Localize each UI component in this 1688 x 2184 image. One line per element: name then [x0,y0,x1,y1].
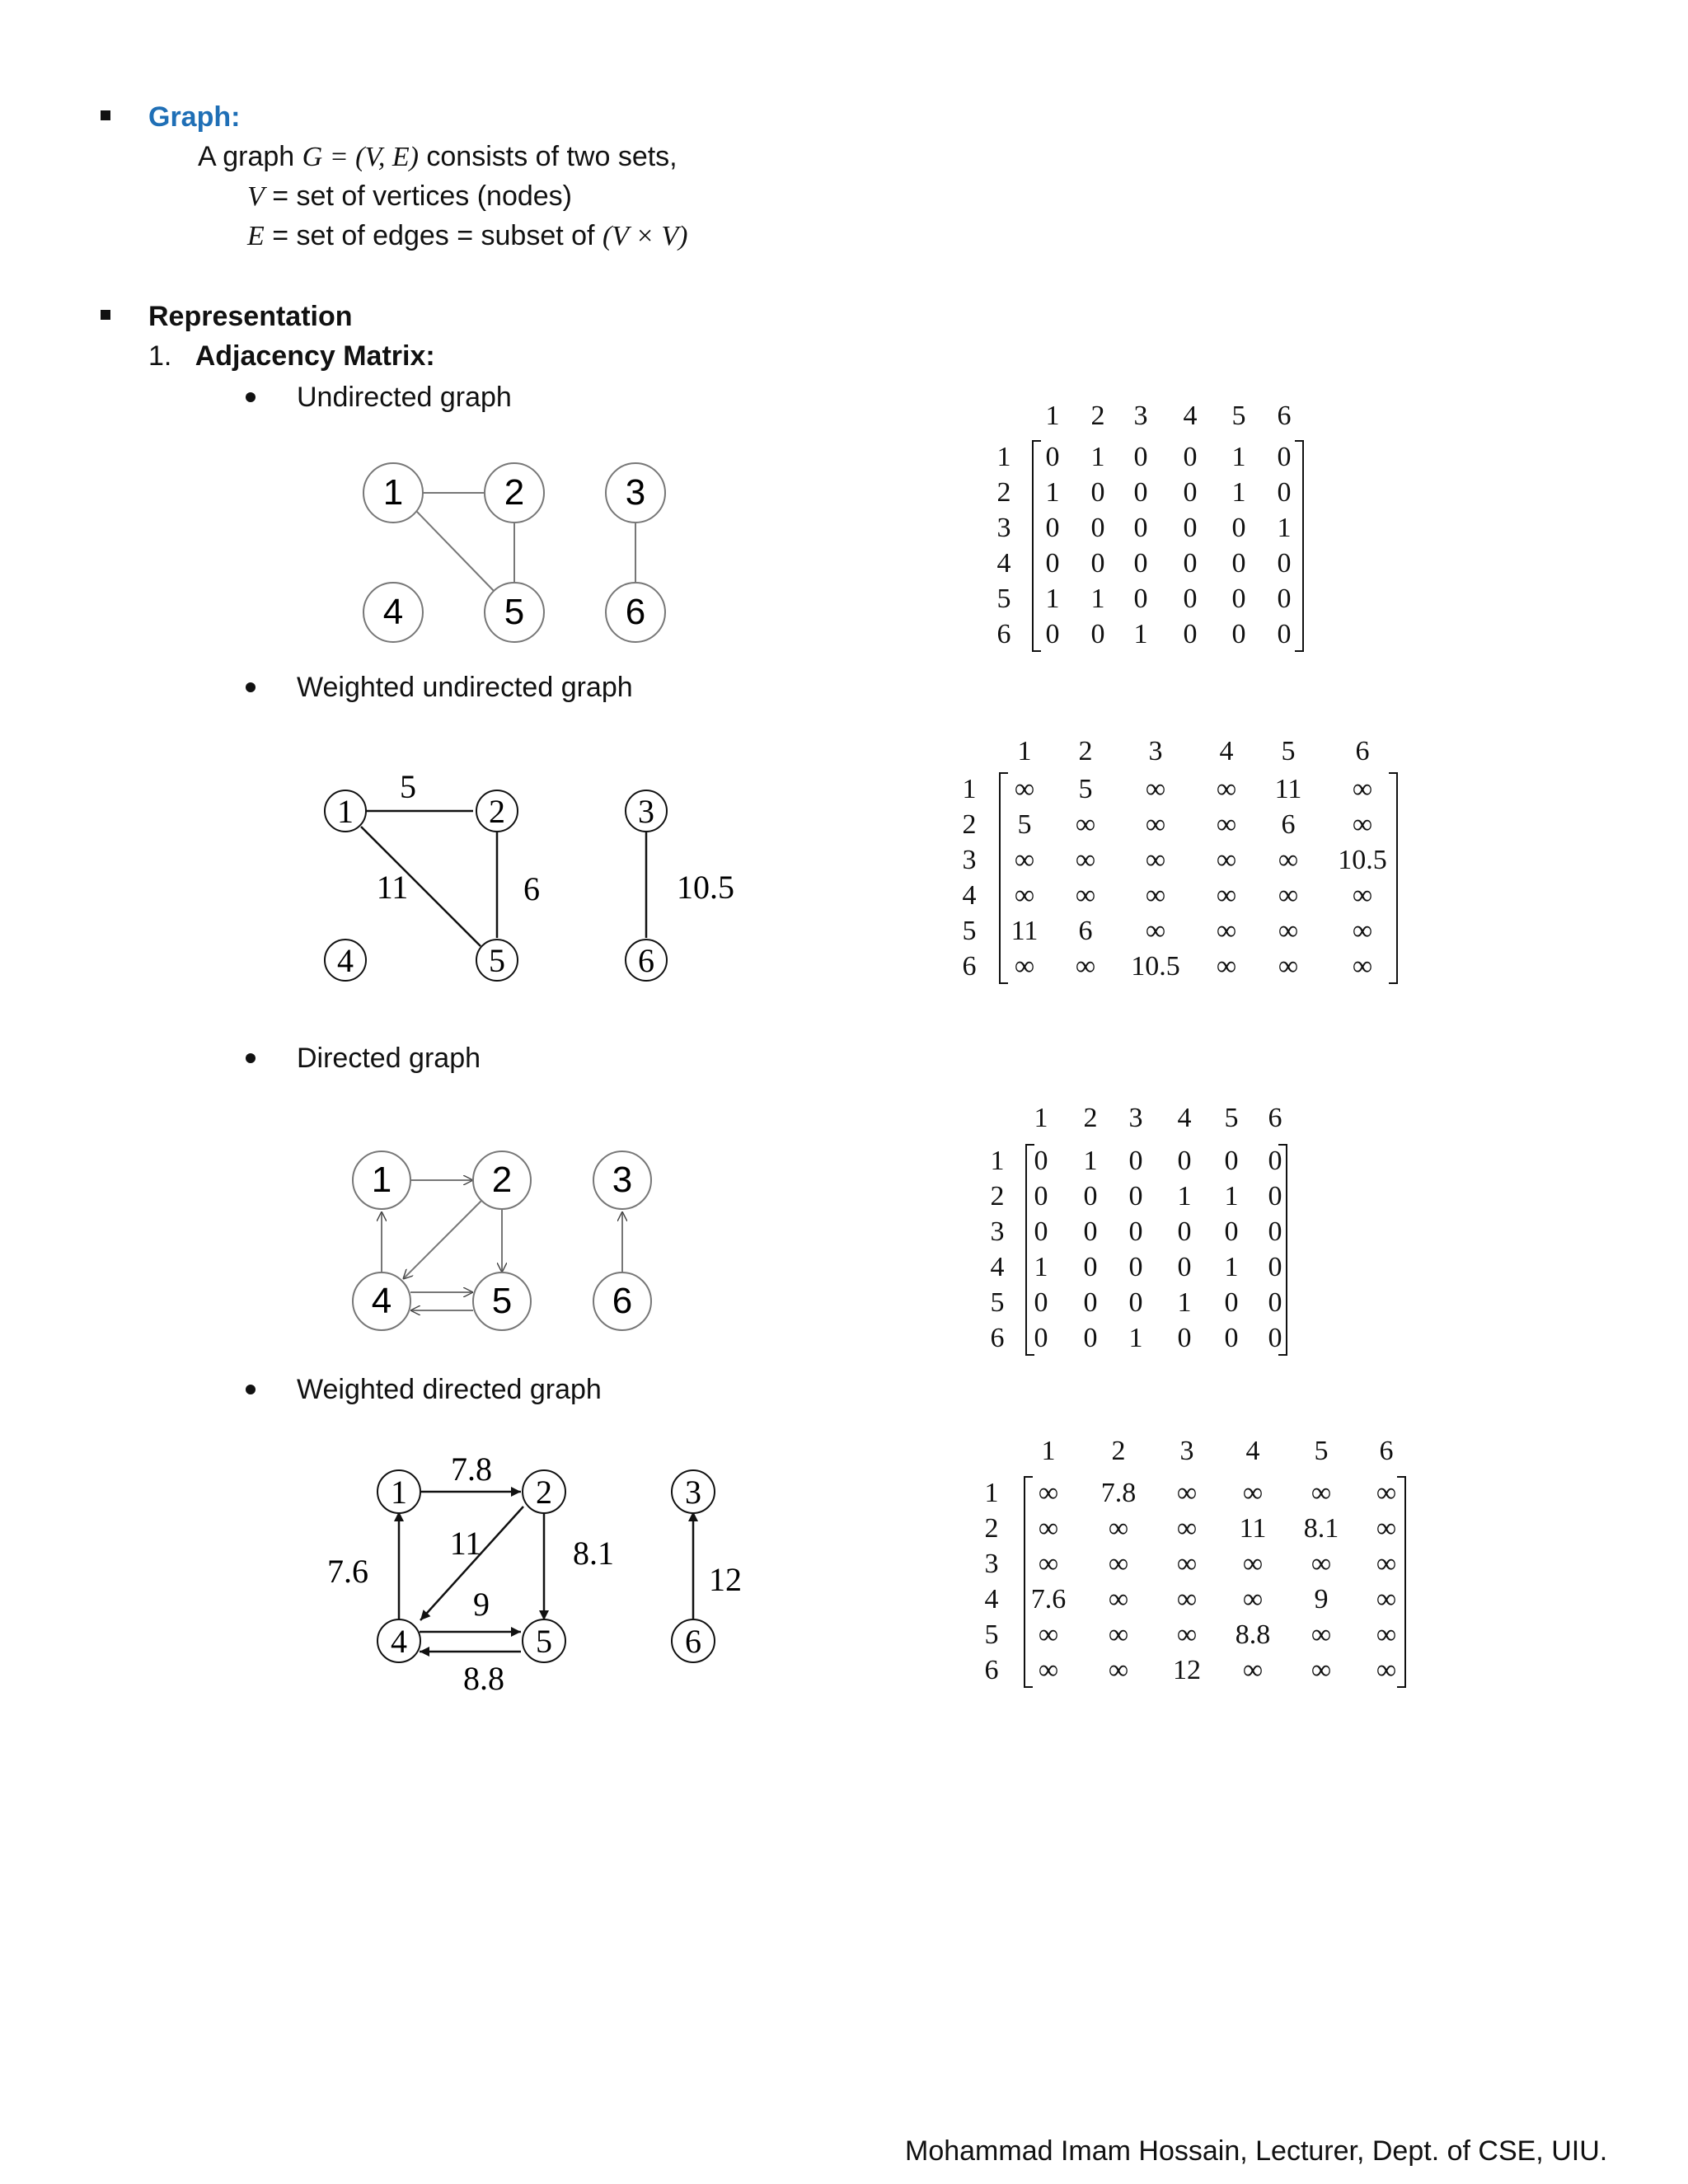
matrix-cell: 1 [1133,619,1148,649]
matrix-cell: ∞ [1311,1619,1332,1650]
matrix-cell: 8.1 [1303,1513,1339,1544]
matrix-cell: ∞ [1216,774,1237,804]
matrix-left-bracket [1000,773,1008,983]
matrix-cell: ∞ [1108,1619,1129,1650]
matrix-row-header: 5 [962,916,977,946]
matrix-row-header: 1 [990,1146,1005,1176]
matrix-cell: ∞ [1038,1655,1059,1685]
matrix-cell: 0 [1128,1216,1143,1247]
matrix-row-header: 5 [990,1287,1005,1318]
adjacency-matrices [963,401,1406,1687]
node-4 [325,940,366,981]
matrix-cell: 0 [1183,513,1198,543]
node-3 [606,463,665,523]
matrix-cell: ∞ [1108,1513,1129,1544]
matrix-col-header: 5 [1231,401,1246,431]
node-2 [476,790,518,832]
svg-text:6: 6 [685,1623,701,1660]
matrix-cell: 0 [1277,583,1292,614]
matrix-col-header: 4 [1177,1103,1192,1133]
matrix-cell: 0 [1133,548,1148,579]
matrix-cell: 11 [1274,774,1302,804]
matrix-cell: 0 [1268,1216,1282,1247]
matrix-cell: ∞ [1176,1619,1198,1650]
node-3 [672,1470,715,1513]
matrix-cell: 1 [1177,1181,1192,1212]
svg-text:5: 5 [536,1623,552,1660]
matrix-cell: ∞ [1038,1549,1059,1579]
matrix-cell: 0 [1133,477,1148,508]
matrix-col-header: 6 [1379,1436,1394,1466]
matrix-cell: 6 [1281,809,1296,840]
matrix-cell: 6 [1078,916,1093,946]
matrix-cell: ∞ [1278,880,1299,911]
svg-text:4: 4 [371,1281,392,1321]
matrix-cell: ∞ [1108,1655,1129,1685]
node-3 [626,790,667,832]
matrix-cell: 1 [1045,583,1060,614]
node-3 [593,1151,651,1209]
adjacency-matrix-item: 1. Adjacency Matrix: [148,340,435,372]
matrix-col-header: 6 [1268,1103,1282,1133]
matrix-weighted-undirected [963,736,1398,983]
matrix-cell: 0 [1090,619,1105,649]
matrix-cell: 0 [1268,1287,1282,1318]
edge-1-5 [416,511,496,593]
edges-definition-line: E = set of edges = subset of (V × V) [247,220,688,251]
matrix-cell: 0 [1268,1181,1282,1212]
svg-text:2: 2 [491,1160,513,1200]
matrix-cell: 0 [1083,1287,1098,1318]
matrix-cell: ∞ [1014,845,1035,875]
matrix-cell: ∞ [1176,1549,1198,1579]
matrix-cell: 11 [1239,1513,1267,1544]
bullet-directed-graph: Directed graph [297,1043,481,1074]
matrix-row-header: 4 [962,880,977,911]
svg-text:2: 2 [504,472,525,513]
matrix-cell: ∞ [1242,1549,1264,1579]
weight-2-5: 8.1 [573,1535,614,1572]
matrix-cell: 0 [1090,477,1105,508]
footer-author: Mohammad Imam Hossain, Lecturer, Dept. of CSE, UIU. [905,2135,1608,2167]
svg-text:1: 1 [391,1474,407,1511]
matrix-cell: 0 [1183,442,1198,472]
matrix-cell: 1 [1277,513,1292,543]
svg-text:5: 5 [491,1281,513,1321]
matrix-cell: ∞ [1014,951,1035,982]
matrix-row-header: 5 [996,583,1011,614]
matrix-cell: 0 [1045,513,1060,543]
representation-heading: Representation [148,301,353,332]
matrix-cell: 0 [1045,548,1060,579]
matrix-row-header: 1 [984,1478,999,1508]
matrix-cell: 7.6 [1030,1584,1067,1615]
vertices-definition-line: V = set of vertices (nodes) [247,180,573,212]
matrix-cell: 0 [1268,1252,1282,1282]
matrix-cell: ∞ [1311,1549,1332,1579]
svg-text:1: 1 [337,793,354,830]
matrix-col-header: 2 [1090,401,1105,431]
matrix-cell: 1 [1224,1181,1239,1212]
matrix-cell: 11 [1010,916,1039,946]
matrix-cell: ∞ [1242,1478,1264,1508]
matrix-cell: ∞ [1075,809,1096,840]
matrix-cell: 1 [1090,583,1105,614]
matrix-cell: 1 [1128,1323,1143,1353]
matrix-cell: ∞ [1145,809,1166,840]
matrix-cell: ∞ [1038,1513,1059,1544]
matrix-cell: 0 [1277,442,1292,472]
matrix-row-header: 6 [990,1323,1005,1353]
node-1 [363,463,423,523]
matrix-cell: 0 [1183,583,1198,614]
matrix-row-header: 2 [990,1181,1005,1212]
matrix-cell: 5 [1017,809,1032,840]
matrix-row-header: 1 [962,774,977,804]
matrix-cell: ∞ [1376,1478,1397,1508]
matrix-col-header: 3 [1148,736,1163,766]
node-5 [523,1619,565,1662]
matrix-cell: ∞ [1014,774,1035,804]
matrix-cell: ∞ [1216,951,1237,982]
matrix-cell: 0 [1034,1181,1048,1212]
matrix-cell: ∞ [1311,1655,1332,1685]
matrix-row-header: 2 [996,477,1011,508]
matrix-cell: ∞ [1376,1584,1397,1615]
matrix-cell: 0 [1224,1216,1239,1247]
matrix-col-header: 2 [1111,1436,1126,1466]
weighted-undirected-weights [377,768,734,907]
matrix-cell: ∞ [1216,916,1237,946]
matrix-col-header: 4 [1183,401,1198,431]
svg-text:6: 6 [625,592,646,632]
matrix-cell: 0 [1034,1146,1048,1176]
bullet-undirected-graph: Undirected graph [297,382,512,413]
svg-text:3: 3 [638,793,654,830]
matrix-cell: 9 [1314,1584,1329,1615]
matrix-row-header: 2 [984,1513,999,1544]
matrix-cell: 12 [1173,1655,1201,1685]
matrix-cell: 0 [1034,1216,1048,1247]
matrix-col-header: 3 [1133,401,1148,431]
matrix-cell: 0 [1133,513,1148,543]
matrix-left-bracket [1033,441,1041,651]
matrix-cell: 0 [1128,1181,1143,1212]
matrix-cell: 0 [1133,583,1148,614]
graph-definition-line: A graph G = (V, E) consists of two sets, [198,141,678,172]
matrix-cell: ∞ [1038,1619,1059,1650]
weight-4-1: 7.6 [327,1553,368,1590]
matrix-col-header: 3 [1128,1103,1143,1133]
matrix-row-header: 3 [984,1549,999,1579]
matrix-row-header: 6 [996,619,1011,649]
matrix-left-bracket [1026,1145,1034,1355]
bullet-weighted-directed-graph: Weighted directed graph [297,1374,602,1405]
matrix-cell: 0 [1045,442,1060,472]
matrix-cell: ∞ [1145,880,1166,911]
matrix-cell: ∞ [1376,1513,1397,1544]
matrix-col-header: 1 [1045,401,1060,431]
matrix-cell: ∞ [1376,1619,1397,1650]
matrix-cell: ∞ [1242,1655,1264,1685]
node-1 [377,1470,420,1513]
weight-4-5: 9 [473,1586,490,1623]
matrix-cell: 0 [1224,1323,1239,1353]
matrix-cell: ∞ [1075,951,1096,982]
matrix-col-header: 4 [1245,1436,1260,1466]
matrix-cell: 0 [1224,1146,1239,1176]
matrix-cell: ∞ [1216,880,1237,911]
matrix-undirected [997,401,1304,651]
matrix-cell: ∞ [1216,809,1237,840]
matrix-cell: ∞ [1278,951,1299,982]
matrix-col-header: 1 [1017,736,1032,766]
matrix-row-header: 1 [996,442,1011,472]
matrix-cell: ∞ [1376,1549,1397,1579]
matrix-cell: 0 [1133,442,1148,472]
matrix-cell: 0 [1224,1287,1239,1318]
svg-text:6: 6 [638,942,654,979]
matrix-cell: ∞ [1352,774,1373,804]
matrix-cell: 0 [1231,619,1246,649]
matrix-cell: 0 [1231,513,1246,543]
weight-3-6: 10.5 [677,869,734,906]
svg-text:4: 4 [337,942,354,979]
matrix-cell: 0 [1268,1323,1282,1353]
matrix-directed [991,1103,1287,1355]
node-4 [353,1272,410,1330]
matrix-cell: 1 [1231,477,1246,508]
node-5 [476,940,518,981]
svg-text:4: 4 [382,592,404,632]
weight-5-4: 8.8 [463,1660,504,1697]
svg-text:5: 5 [489,942,505,979]
matrix-col-header: 2 [1083,1103,1098,1133]
matrix-cell: 1 [1224,1252,1239,1282]
matrix-weighted-directed [985,1436,1406,1687]
matrix-cell: 0 [1034,1287,1048,1318]
matrix-cell: ∞ [1176,1513,1198,1544]
weight-2-4: 11 [449,1525,482,1562]
matrix-cell: 0 [1183,619,1198,649]
matrix-row-header: 5 [984,1619,999,1650]
matrix-cell: 0 [1045,619,1060,649]
graph-heading: Graph: [148,101,241,133]
matrix-cell: ∞ [1145,774,1166,804]
matrix-cell: 0 [1034,1323,1048,1353]
matrix-row-header: 6 [984,1655,999,1685]
matrix-cell: 0 [1177,1252,1192,1282]
matrix-right-bracket [1295,441,1303,651]
matrix-col-header: 4 [1219,736,1234,766]
node-2 [485,463,544,523]
node-2 [473,1151,531,1209]
matrix-col-header: 5 [1314,1436,1329,1466]
matrix-cell: ∞ [1108,1549,1129,1579]
bullet-weighted-undirected-graph: Weighted undirected graph [297,672,633,703]
matrix-col-header: 5 [1281,736,1296,766]
node-4 [377,1619,420,1662]
matrix-cell: 0 [1083,1252,1098,1282]
matrix-cell: 1 [1090,442,1105,472]
weight-6-3: 12 [709,1561,742,1598]
matrix-row-header: 4 [984,1584,999,1615]
matrix-cell: ∞ [1216,845,1237,875]
edge-2-4 [420,1507,523,1620]
matrix-cell: ∞ [1352,809,1373,840]
matrix-cell: 10.5 [1338,845,1387,875]
node-5 [485,583,544,642]
matrix-col-header: 1 [1034,1103,1048,1133]
matrix-cell: ∞ [1176,1584,1198,1615]
matrix-cell: ∞ [1352,880,1373,911]
matrix-left-bracket [1025,1477,1033,1687]
matrix-col-header: 3 [1179,1436,1194,1466]
matrix-cell: ∞ [1145,916,1166,946]
node-1 [325,790,366,832]
weight-2-5: 6 [523,870,540,907]
matrix-cell: ∞ [1014,880,1035,911]
node-6 [593,1272,651,1330]
matrix-col-header: 6 [1277,401,1292,431]
node-6 [672,1619,715,1662]
matrix-cell: 1 [1083,1146,1098,1176]
svg-text:6: 6 [612,1281,633,1321]
matrix-row-header: 6 [962,951,977,982]
matrix-cell: 10.5 [1131,951,1180,982]
weighted-directed-nodes [377,1470,715,1662]
matrix-cell: ∞ [1242,1584,1264,1615]
matrix-row-header: 3 [962,845,977,875]
svg-text:4: 4 [391,1623,407,1660]
matrix-cell: ∞ [1352,951,1373,982]
matrix-cell: 7.8 [1100,1478,1137,1508]
matrix-cell: ∞ [1176,1478,1198,1508]
matrix-cell: 0 [1183,477,1198,508]
matrix-cell: 1 [1034,1252,1048,1282]
matrix-cell: 1 [1231,442,1246,472]
matrix-col-header: 2 [1078,736,1093,766]
node-6 [626,940,667,981]
svg-text:5: 5 [504,592,525,632]
matrix-cell: 0 [1177,1146,1192,1176]
matrix-cell: 1 [1177,1287,1192,1318]
matrix-cell: ∞ [1376,1655,1397,1685]
edge-2-4 [403,1200,482,1279]
weight-1-5: 11 [376,869,409,906]
matrix-right-bracket [1397,1477,1405,1687]
matrix-row-header: 2 [962,809,977,840]
matrix-cell: 0 [1183,548,1198,579]
matrix-cell: 0 [1231,548,1246,579]
matrix-cell: 0 [1083,1181,1098,1212]
svg-text:3: 3 [612,1160,633,1200]
node-5 [473,1272,531,1330]
matrix-cell: 0 [1231,583,1246,614]
matrix-cell: 0 [1083,1323,1098,1353]
matrix-cell: ∞ [1075,845,1096,875]
matrix-cell: ∞ [1278,916,1299,946]
weight-1-2: 7.8 [451,1451,492,1488]
matrix-row-header: 4 [996,548,1011,579]
matrix-cell: ∞ [1038,1478,1059,1508]
svg-text:2: 2 [536,1474,552,1511]
matrix-cell: 1 [1045,477,1060,508]
matrix-cell: 0 [1277,619,1292,649]
svg-text:3: 3 [685,1474,701,1511]
matrix-cell: 0 [1277,477,1292,508]
weight-1-2: 5 [400,768,416,805]
matrix-cell: ∞ [1145,845,1166,875]
node-2 [523,1470,565,1513]
matrix-row-header: 4 [990,1252,1005,1282]
matrix-cell: 0 [1090,513,1105,543]
matrix-cell: 8.8 [1235,1619,1271,1650]
matrix-cell: 0 [1177,1216,1192,1247]
matrix-row-header: 3 [996,513,1011,543]
svg-text:1: 1 [371,1160,392,1200]
svg-text:3: 3 [625,472,646,513]
matrix-cell: 0 [1090,548,1105,579]
matrix-cell: ∞ [1075,880,1096,911]
node-4 [363,583,423,642]
matrix-cell: 0 [1128,1146,1143,1176]
svg-text:2: 2 [489,793,505,830]
matrix-cell: 5 [1078,774,1093,804]
matrix-col-header: 1 [1041,1436,1056,1466]
node-1 [353,1151,410,1209]
matrix-cell: ∞ [1108,1584,1129,1615]
matrix-cell: ∞ [1311,1478,1332,1508]
matrix-col-header: 6 [1355,736,1370,766]
matrix-cell: 0 [1128,1252,1143,1282]
node-6 [606,583,665,642]
matrix-cell: 0 [1083,1216,1098,1247]
matrix-cell: ∞ [1278,845,1299,875]
matrix-right-bracket [1389,773,1397,983]
matrix-row-header: 3 [990,1216,1005,1247]
matrix-cell: 0 [1268,1146,1282,1176]
matrix-cell: 0 [1277,548,1292,579]
matrix-cell: 0 [1128,1287,1143,1318]
matrix-cell: ∞ [1352,916,1373,946]
svg-text:1: 1 [382,472,404,513]
matrix-cell: 0 [1177,1323,1192,1353]
matrix-col-header: 5 [1224,1103,1239,1133]
